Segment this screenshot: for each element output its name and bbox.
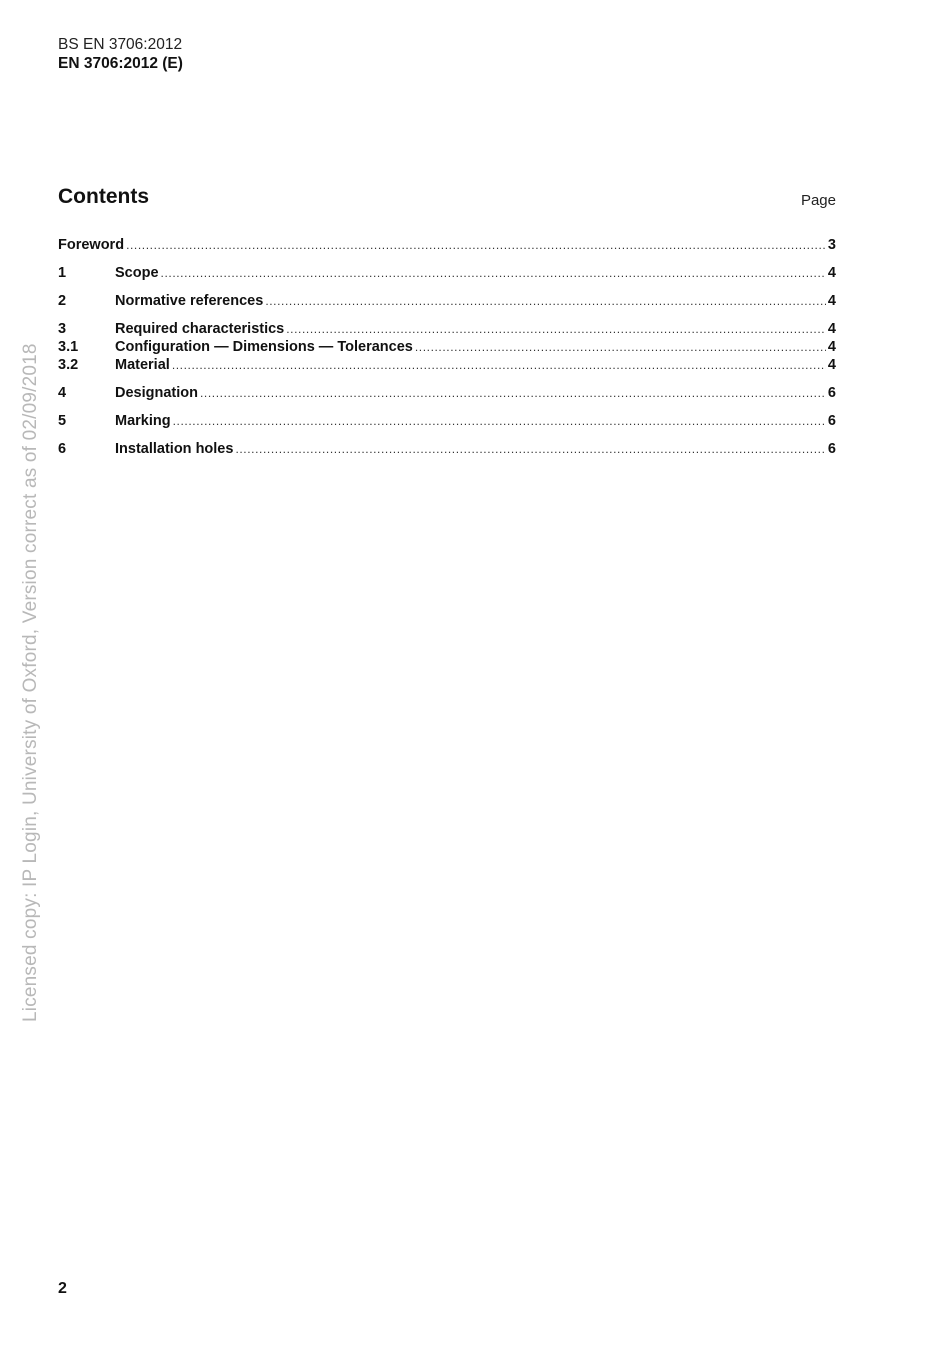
en-standard-number: EN 3706:2012 (E) [58,55,183,72]
page-column-label: Page [800,192,836,209]
toc-entry-title: Marking [115,413,171,429]
toc-entry-number: 6 [58,441,67,457]
toc-entry-number: 3 [58,321,67,337]
table-of-contents [58,236,836,458]
toc-entry-marking[interactable] [58,412,836,430]
toc-leader-dots [200,384,826,402]
toc-entry-title: Foreword [58,237,125,253]
contents-heading: Contents [58,185,149,208]
toc-leader-dots [126,236,826,254]
toc-entry-number: 1 [58,265,67,281]
toc-entry-page: 4 [827,293,836,309]
toc-entry-page: 4 [827,339,836,355]
toc-entry-page: 4 [827,265,836,281]
toc-entry-title: Designation [115,385,198,401]
toc-leader-dots [172,356,826,374]
toc-entry-page: 6 [827,413,836,429]
toc-entry-number: 5 [58,413,67,429]
toc-entry-page: 4 [827,321,836,337]
toc-entry-title: Material [115,357,170,373]
toc-entry-page: 6 [827,385,836,401]
toc-entry-normative-references[interactable] [58,292,836,310]
toc-entry-title: Required characteristics [115,321,285,337]
toc-entry-number: 3.2 [58,357,79,373]
toc-entry-page: 6 [827,441,836,457]
toc-entry-page: 3 [827,237,836,253]
toc-entry-number: 4 [58,385,67,401]
toc-entry-scope[interactable] [58,264,836,282]
toc-leader-dots [161,264,826,282]
bs-standard-number: BS EN 3706:2012 [58,36,183,53]
license-watermark: Licensed copy: IP Login, University of Oxford, Version correct as of 02/09/2018 [20,343,41,1022]
toc-entry-page: 4 [827,357,836,373]
toc-leader-dots [173,412,826,430]
toc-entry-installation-holes[interactable] [58,440,836,458]
toc-entry-material[interactable] [58,356,836,374]
toc-entry-title: Configuration — Dimensions — Tolerances [115,339,413,355]
document-header [58,36,183,73]
toc-entry-title: Installation holes [115,441,234,457]
toc-leader-dots [265,292,826,310]
toc-entry-configuration[interactable] [58,338,836,356]
toc-entry-required-characteristics[interactable] [58,320,836,338]
toc-entry-number: 2 [58,293,67,309]
toc-entry-number: 3.1 [58,339,79,355]
toc-entry-title: Normative references [115,293,264,309]
toc-leader-dots [415,338,826,356]
toc-leader-dots [286,320,826,338]
toc-entry-designation[interactable] [58,384,836,402]
toc-leader-dots [235,440,825,458]
toc-entry-foreword[interactable] [58,236,836,254]
toc-entry-title: Scope [115,265,159,281]
footer-page-number: 2 [58,1280,67,1297]
